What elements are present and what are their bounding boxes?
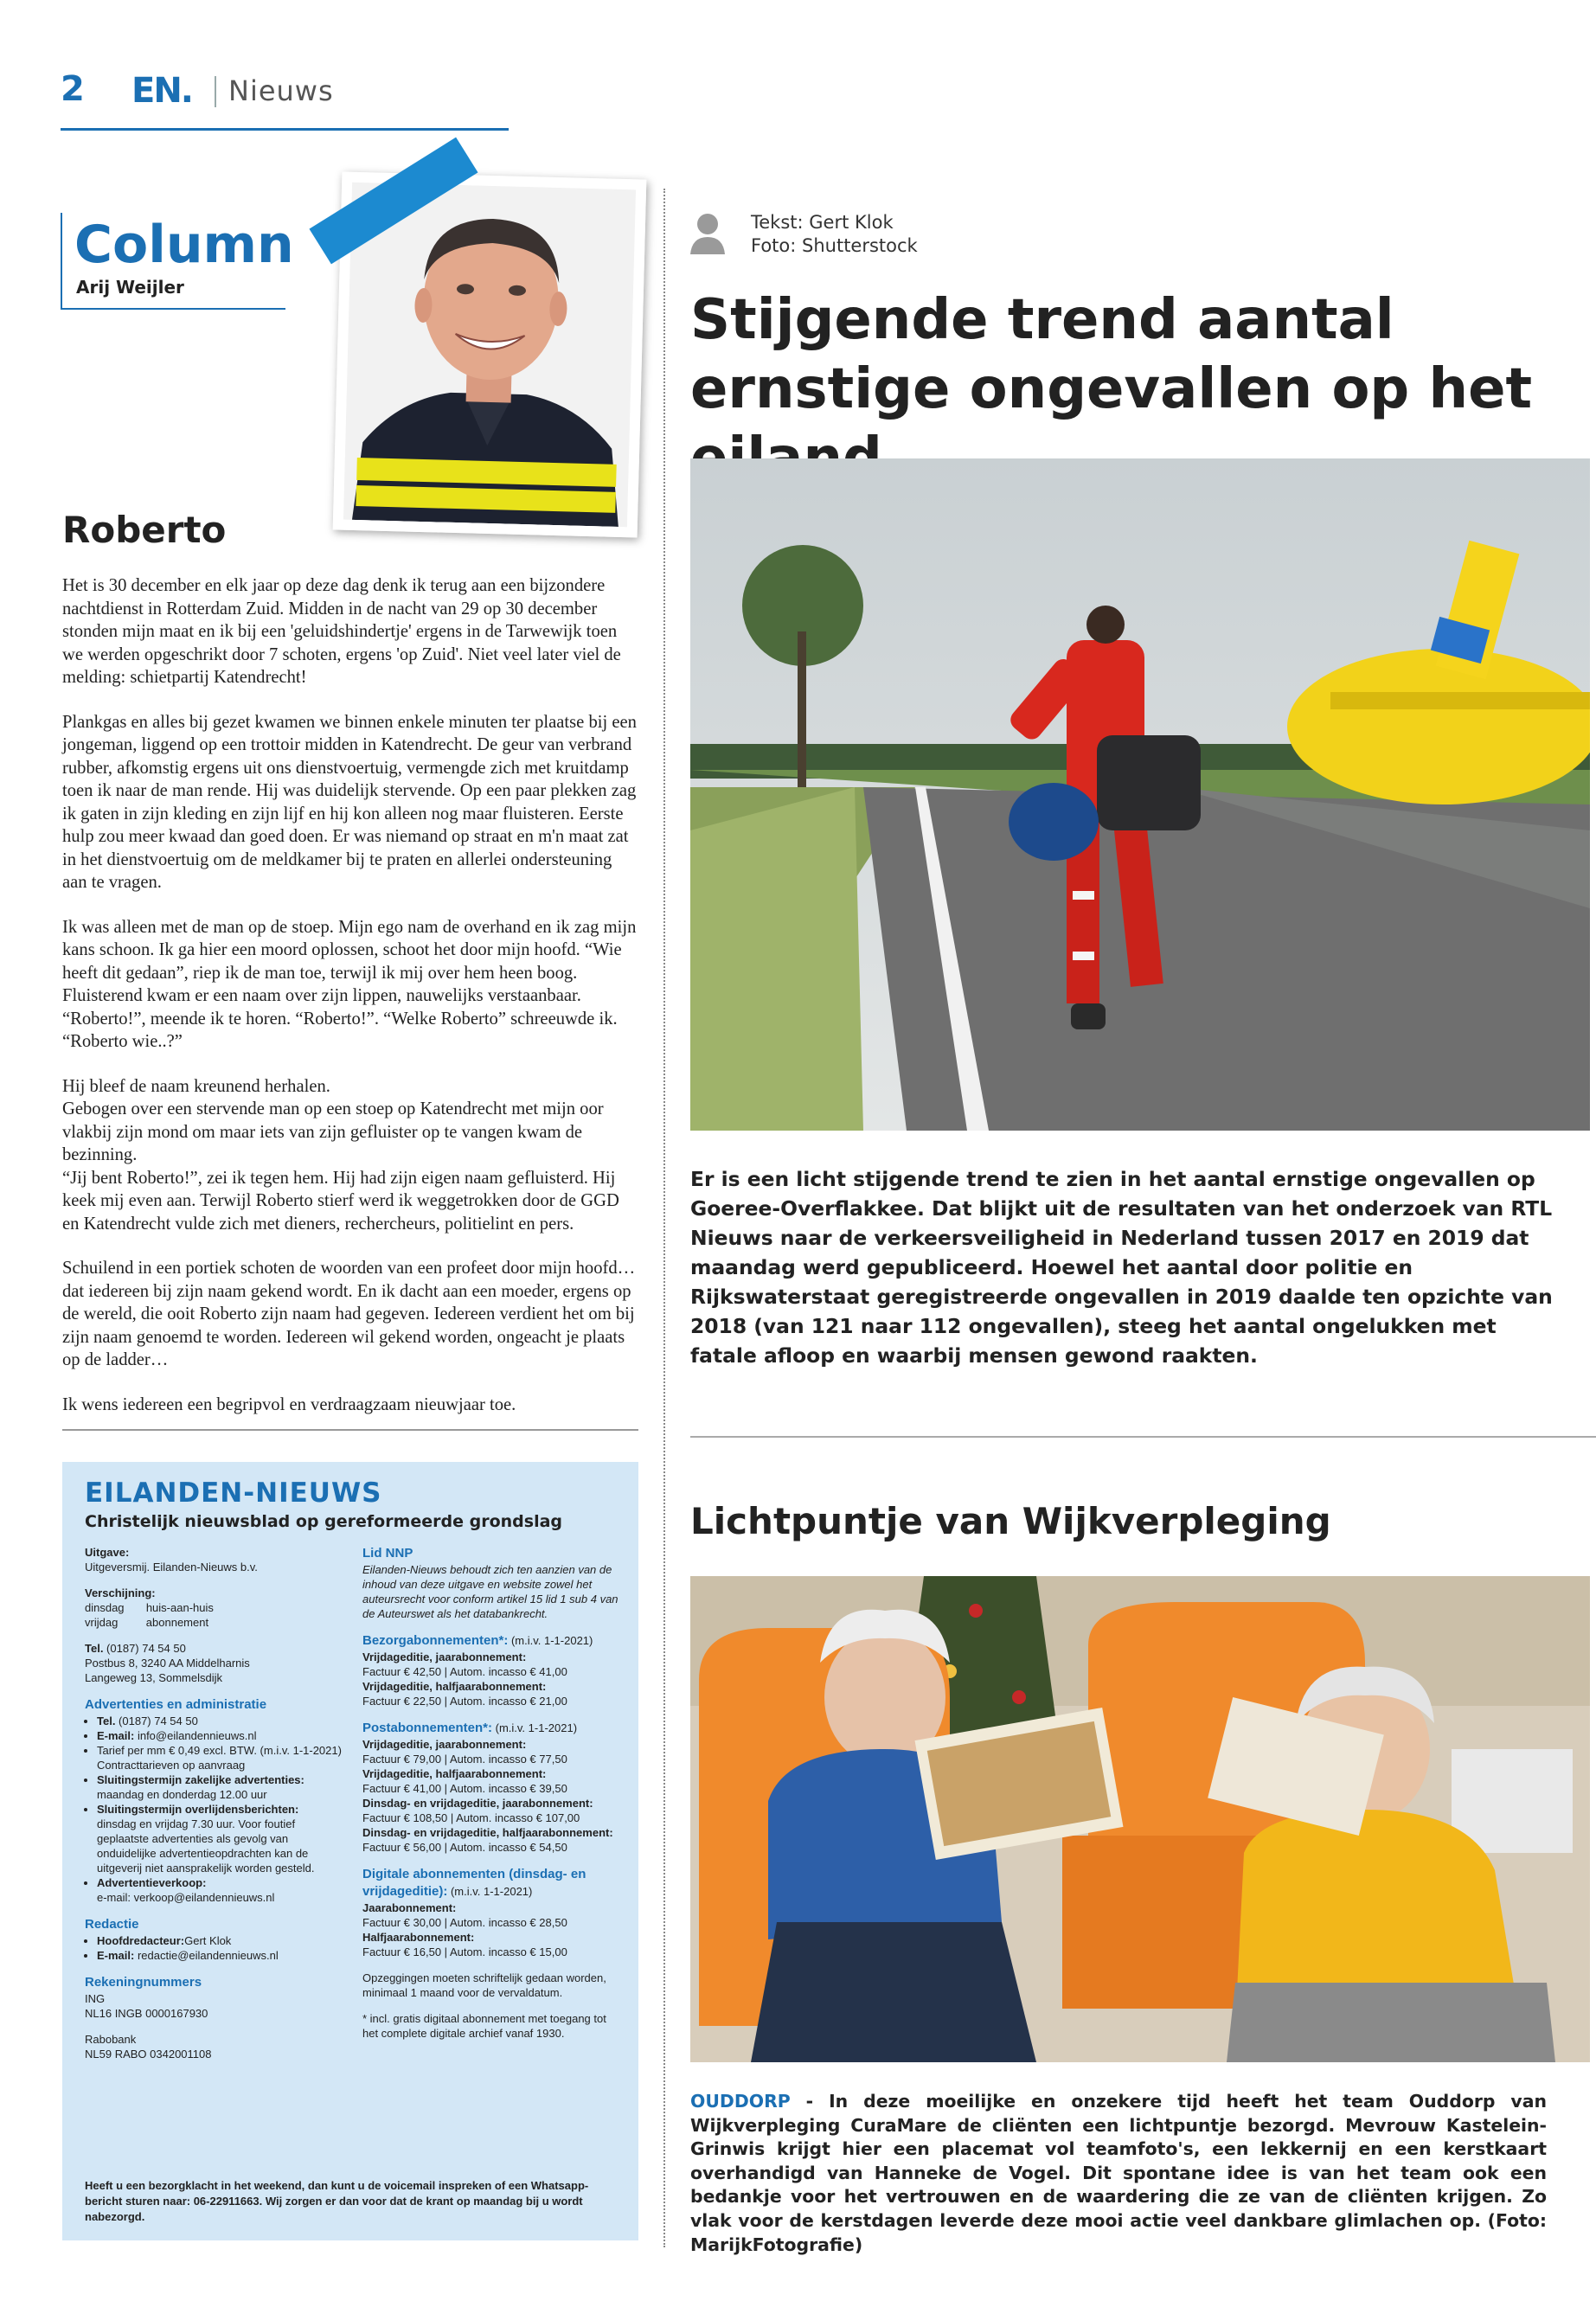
verschijning-line: dinsdag huis-aan-huis (85, 1601, 214, 1614)
sluit-overlijden: dinsdag en vrijdag 7.30 uur. Voor foutief geplaatste advertenties als gevolg van onduidelijke advertentieopdrachten kan de uitgeverij niet aansprakelijk worden gesteld. (97, 1817, 315, 1875)
colophon-left (85, 1545, 344, 2061)
section-title: Nieuws (228, 74, 334, 107)
bank-name: Rabobank (85, 2033, 137, 2046)
article-lead: Er is een licht stijgende trend te zien in het aantal ernstige ongevallen op Goeree-Overflakkee. Dat blijkt uit de resultaten van het onderzoek van RTL Nieuws naar de verkeersveiligheid in Nederland tussen 2017 en 2019 dat maandag werd gepubliceerd. Hoewel het aantal door politie en Rijkswaterstaat geregistreerde ongevallen in 2019 daalde ten opzichte van 2018 (van 121 naar 112 ongevallen), steeg het aantal ongelukken met fatale afloop en waarbij mensen gewond raakten. (690, 1167, 1553, 1368)
newspaper-logo: EN. (131, 71, 192, 111)
adv-verkoop-label: Advertentieverkoop: (97, 1876, 207, 1889)
header-divider (215, 76, 216, 107)
digitaal-heading: Digitale abonnementen (dinsdag- en vrijdageditie): (362, 1867, 586, 1899)
column-divider (663, 189, 665, 2247)
column-author: Arij Weijler (76, 277, 184, 298)
bank-name: ING (85, 1992, 106, 2005)
address-line: Postbus 8, 3240 AA Middelharnis (85, 1657, 250, 1670)
verschijning-label: Verschijning: (85, 1586, 156, 1599)
price-value: Factuur € 30,00 | Autom. incasso € 28,50 (362, 1916, 567, 1929)
redactie-email[interactable]: redactie@eilandennieuws.nl (134, 1949, 279, 1962)
column-paragraph: Ik was alleen met de man op de stoep. Mijn ego nam de overhand en ik zag mijn kans schoon. Ik ga hier een moord oplossen, schoot het door mijn hoofd. “Wie heeft dit gedaan”, riep ik de man toe, terwijl ik mij over hem heen boog. Fluisterend kwam er een naam over zijn lippen, nauwelijks verstaanbaar. “Roberto!”, meende ik te horen. “Roberto!”. “Welke Roberto” schreeuwde ik. “Roberto wie..?” (62, 917, 637, 1051)
colophon-logo: EILANDEN-NIEUWS (85, 1477, 382, 1509)
column-label: Column (74, 215, 294, 275)
ambulance-photo (690, 458, 1590, 1131)
caption-text: - In deze moeilijke en onzekere tijd heeft het team Ouddorp van Wijkverpleging CuraMare de cliënten een lichtpuntje bezorgd. Mevrouw Kastelein-Grinwis krijgt hier een placemat vol teamfoto's, een lekkernij en een kerstkaart overhandigd van Hanneke de Vogel. Dit spontane idee is van het team ook een bedankje voor het vertrouwen en de waardering die ze van de cliënten krijgen. Zo vlak voor de kerstdagen leverde deze mooi actie veel dankbare glimlachen op. (Foto: MarijkFotografie) (690, 2091, 1547, 2255)
price-value: Factuur € 79,00 | Autom. incasso € 77,50 (362, 1753, 567, 1766)
rekening-heading: Rekeningnummers (85, 1975, 202, 1990)
header-rule (61, 128, 509, 131)
verschijning-line: vrijdag abonnement (85, 1616, 209, 1629)
adv-heading: Advertenties en administratie (85, 1697, 267, 1712)
post-heading: Postabonnementen*: (362, 1721, 493, 1735)
hoofdredacteur: Gert Klok (184, 1934, 232, 1947)
colophon-footer: Heeft u een bezorgklacht in het weekend, dan kunt u de voicemail inspreken of een Whatsapp-bericht sturen naar: 06-22911663. Wij zorgen er dan voor dat de krant op maandag bij u wordt nabezorgd. (85, 2179, 589, 2223)
price-label: Vrijdageditie, jaarabonnement: (362, 1650, 527, 1663)
sluit-zakelijk: maandag en donderdag 12.00 uur (97, 1788, 267, 1801)
price-label: Jaarabonnement: (362, 1901, 457, 1914)
price-value: Factuur € 56,00 | Autom. incasso € 54,50 (362, 1841, 567, 1854)
sluit-overlijden-label: Sluitingstermijn overlijdensberichten: (97, 1803, 299, 1816)
adv-tel: (0187) 74 54 50 (115, 1715, 198, 1727)
credit-text: Tekst: Gert Klok (751, 212, 894, 233)
hoofdredacteur-label: Hoofdredacteur: (97, 1934, 185, 1947)
credit-photo: Foto: Shutterstock (751, 235, 918, 256)
price-value: Factuur € 42,50 | Autom. incasso € 41,00 (362, 1665, 567, 1678)
footnote: * incl. gratis digitaal abonnement met toegang tot het complete digitale archief vanaf 1930. (362, 2012, 606, 2040)
bank-account: NL16 INGB 0000167930 (85, 2007, 208, 2020)
redactie-heading: Redactie (85, 1917, 139, 1932)
price-label: Vrijdageditie, halfjaarabonnement: (362, 1767, 547, 1780)
column-paragraph: Schuilend in een portiek schoten de woorden van een profeet door mijn hoofd…dat iedereen bij zijn naam gekend wordt. En ik dacht aan een moeder, ergens op de wereld, die ooit Roberto zijn naam had gegeven. Iedereen verdient het om bij zijn naam genoemd te worden. Iedereen wil gekend worden, ongeacht je plaats op de ladder… (62, 1259, 636, 1369)
opzeg-text: Opzeggingen moeten schriftelijk gedaan worden, minimaal 1 maand voor de vervaldatum. (362, 1971, 606, 1999)
adv-tel-label: Tel. (97, 1715, 116, 1727)
colophon-subtitle: Christelijk nieuwsblad op gereformeerde grondslag (85, 1512, 563, 1531)
price-value: Factuur € 16,50 | Autom. incasso € 15,00 (362, 1945, 567, 1958)
adv-tarief: Tarief per mm € 0,49 excl. BTW. (m.i.v. 1-1-2021) (97, 1744, 342, 1757)
column-paragraph: Het is 30 december en elk jaar op deze dag denk ik terug aan een bijzondere nachtdienst in Rotterdam Zuid. Midden in de nacht van 29 op 30 december stonden mijn maat en ik bij een 'geluidshindertje' ergens in de Tarwewijk toen we werden opgeschrikt door 7 schoten, ergens 'op Zuid'. Niet veel later viel de melding: schietpartij Katendrecht! (62, 576, 621, 687)
article-credits (751, 211, 918, 258)
price-value: Factuur € 108,50 | Autom. incasso € 107,00 (362, 1811, 580, 1824)
price-label: Vrijdageditie, jaarabonnement: (362, 1738, 527, 1751)
adv-tarief-contract: Contracttarieven op aanvraag (97, 1759, 246, 1772)
caption-place: OUDDORP (690, 2091, 791, 2112)
redactie-email-label: E-mail: (97, 1949, 135, 1962)
nnp-heading: Lid NNP (362, 1546, 413, 1561)
article-headline: Stijgende trend aantal ernstige ongevallen op het (690, 288, 1533, 421)
portrait-illustration (343, 183, 636, 527)
ambulance-illustration (690, 458, 1590, 1131)
article2-headline: Lichtpuntje van Wijkverpleging (690, 1500, 1331, 1542)
wijkverpleging-illustration (690, 1576, 1590, 2062)
post-date: (m.i.v. 1-1-2021) (492, 1721, 578, 1734)
wijkverpleging-photo (690, 1576, 1590, 2062)
author-avatar-icon (689, 211, 727, 254)
tel-label: Tel. (85, 1642, 104, 1655)
colophon-right (362, 1545, 622, 2041)
column-paragraph: Plankgas en alles bij gezet kwamen we binnen enkele minuten ter plaatse bij een jongeman, liggend op een trottoir midden in Katendrecht. De geur van verbrand rubber, afkomstig ergens uit ons dienstvoertuig, vermengde zich met kruitdamp toen ik naar de man rende. Hij was duidelijk stervende. Op een paar plekken zag ik gaten in zijn kleding en zijn lijf en hij kon alleen nog maar fluisteren. Eerste hulp zou meer kwaad dan goed doen. Er was niemand op straat en m'n maat zat in het dienstvoertuig om de meldkamer bij te praten en allerlei ondersteuning aan te vragen. (62, 712, 637, 892)
nnp-text: Eilanden-Nieuws behoudt zich ten aanzien van de inhoud van deze uitgave en website zowel het auteursrecht voor conform artikel 15 lid 1 sub 4 van de Auteurswet als het databankrecht. (362, 1563, 619, 1620)
price-label: Dinsdag- en vrijdageditie, jaarabonnement: (362, 1797, 593, 1810)
bank-account: NL59 RABO 0342001108 (85, 2048, 212, 2061)
address-line: Langeweg 13, Sommelsdijk (85, 1671, 222, 1684)
price-value: Factuur € 22,50 | Autom. incasso € 21,00 (362, 1695, 567, 1708)
left-separator (62, 1429, 638, 1431)
price-value: Factuur € 41,00 | Autom. incasso € 39,50 (362, 1782, 567, 1795)
bezorg-heading: Bezorgabonnementen*: (362, 1633, 509, 1648)
digitaal-date: (m.i.v. 1-1-2021) (447, 1885, 533, 1898)
uitgave-value: Uitgeversmij. Eilanden-Nieuws b.v. (85, 1561, 258, 1574)
price-label: Halfjaarabonnement: (362, 1931, 475, 1944)
photo-caption (690, 2090, 1547, 2257)
adv-email[interactable]: info@eilandennieuws.nl (134, 1729, 257, 1742)
uitgave-label: Uitgave: (85, 1546, 130, 1559)
page-number: 2 (61, 69, 85, 109)
adv-verkoop[interactable]: e-mail: verkoop@eilandennieuws.nl (97, 1891, 275, 1904)
column-paragraph: Ik wens iedereen een begripvol en verdraagzaam nieuwjaar toe. (62, 1394, 516, 1414)
bezorg-date: (m.i.v. 1-1-2021) (508, 1634, 593, 1647)
right-separator (690, 1436, 1596, 1438)
price-label: Dinsdag- en vrijdageditie, halfjaarabonnement: (362, 1826, 613, 1839)
sluit-zakelijk-label: Sluitingstermijn zakelijke advertenties: (97, 1773, 304, 1786)
price-label: Vrijdageditie, halfjaarabonnement: (362, 1680, 547, 1693)
adv-email-label: E-mail: (97, 1729, 135, 1742)
column-title: Roberto (62, 509, 227, 551)
column-body (62, 574, 638, 1438)
tel-value: (0187) 74 54 50 (103, 1642, 186, 1655)
column-paragraph: Hij bleef de naam kreunend herhalen. Gebogen over een stervende man op een stoep op Katendrecht met mijn oor vlakbij zijn mond om maar iets van zijn gefluister op te vangen kwam de bezinning. “Jij bent Roberto!”, zei ik tegen hem. Hij had zijn eigen naam gefluisterd. Hij keek mij even aan. Terwijl Roberto stierf werd ik weggetrokken door de GGD en Katendrecht vulde zich met dieners, rechercheurs, politielint en pers. (62, 1076, 619, 1234)
